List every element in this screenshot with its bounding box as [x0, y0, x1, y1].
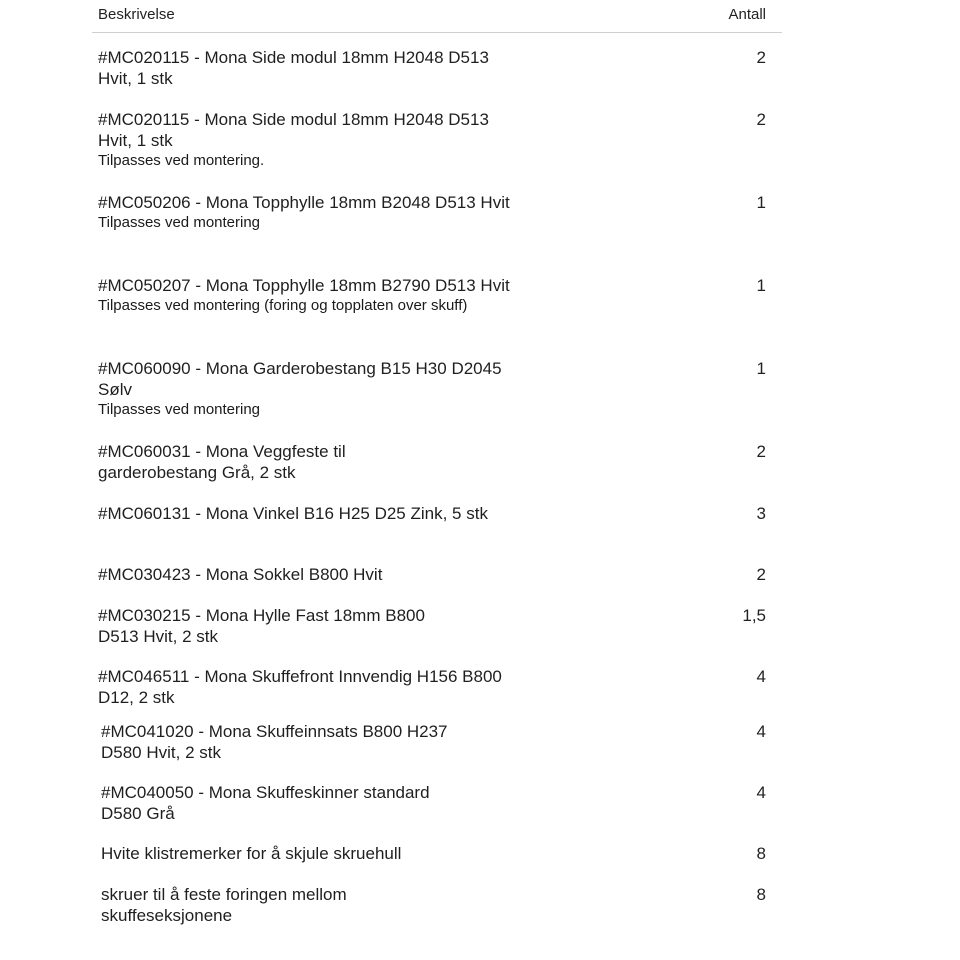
row-text: #MC040050 - Mona Skuffeskinner standard D580 Grå	[101, 783, 430, 823]
row-description	[98, 503, 498, 524]
column-header-quantity: Antall	[728, 6, 766, 23]
row-description	[101, 721, 491, 763]
row-quantity: 4	[756, 783, 766, 802]
row-quantity: 1,5	[742, 606, 766, 625]
row-note: Tilpasses ved montering.	[98, 152, 265, 169]
column-header-description: Beskrivelse	[98, 6, 175, 23]
row-quantity: 2	[756, 565, 766, 584]
row-description	[101, 782, 471, 824]
row-note: Tilpasses ved montering	[98, 214, 261, 231]
row-description	[101, 843, 521, 864]
row-text: #MC050206 - Mona Topphylle 18mm B2048 D513 Hvit	[98, 193, 510, 212]
header-divider	[92, 32, 782, 33]
row-quantity: 4	[756, 722, 766, 741]
row-quantity: 8	[756, 844, 766, 863]
row-text: #MC020115 - Mona Side modul 18mm H2048 D513 Hvit, 1 stk	[98, 110, 489, 150]
row-quantity: 2	[756, 110, 766, 129]
row-text: #MC046511 - Mona Skuffefront Innvendig H156 B800 D12, 2 stk	[98, 667, 502, 707]
row-text: #MC060031 - Mona Veggfeste til garderobestang Grå, 2 stk	[98, 442, 346, 482]
row-quantity: 1	[756, 193, 766, 212]
row-quantity: 1	[756, 359, 766, 378]
row-description	[98, 605, 468, 647]
row-quantity: 1	[756, 276, 766, 295]
row-text: #MC060090 - Mona Garderobestang B15 H30 D2045 Sølv	[98, 359, 502, 399]
row-quantity: 3	[756, 504, 766, 523]
row-description	[98, 666, 503, 708]
row-description	[98, 275, 518, 316]
row-text: #MC050207 - Mona Topphylle 18mm B2790 D513 Hvit	[98, 276, 510, 295]
row-text: #MC060131 - Mona Vinkel B16 H25 D25 Zink, 5 stk	[98, 504, 488, 523]
row-description	[98, 564, 518, 585]
row-text: #MC030215 - Mona Hylle Fast 18mm B800 D513 Hvit, 2 stk	[98, 606, 425, 646]
row-description	[98, 358, 518, 420]
row-quantity: 8	[756, 885, 766, 904]
row-quantity: 2	[756, 48, 766, 67]
row-quantity: 4	[756, 667, 766, 686]
row-description	[98, 109, 518, 171]
row-note: Tilpasses ved montering	[98, 401, 261, 418]
row-note: Tilpasses ved montering (foring og topplaten over skuff)	[98, 297, 468, 314]
row-text: #MC041020 - Mona Skuffeinnsats B800 H237 D580 Hvit, 2 stk	[101, 722, 448, 762]
row-text: #MC020115 - Mona Side modul 18mm H2048 D513 Hvit, 1 stk	[98, 48, 489, 88]
row-description	[101, 884, 391, 926]
row-description	[98, 47, 518, 89]
row-text: Hvite klistremerker for å skjule skruehull	[101, 844, 402, 863]
row-text: skruer til å feste foringen mellom skuffeseksjonene	[101, 885, 347, 925]
row-quantity: 2	[756, 442, 766, 461]
row-text: #MC030423 - Mona Sokkel B800 Hvit	[98, 565, 383, 584]
row-description	[98, 192, 518, 233]
row-description	[98, 441, 398, 483]
